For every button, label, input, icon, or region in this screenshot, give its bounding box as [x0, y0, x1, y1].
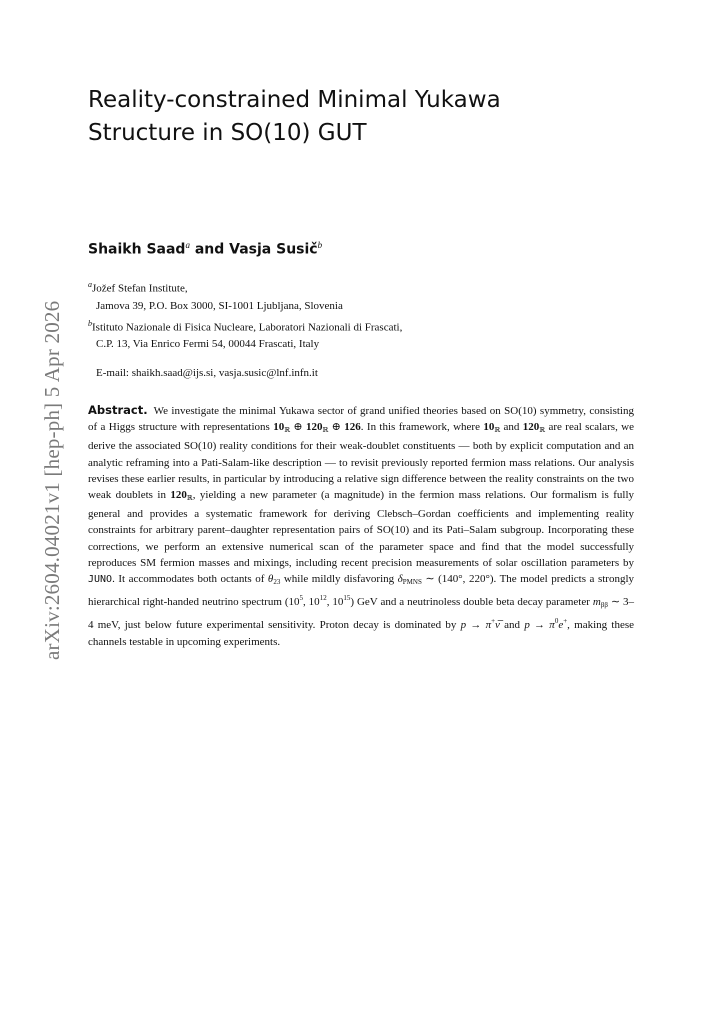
- experiment-name: JUNO: [88, 574, 113, 586]
- abstract-text: ∼ (140°, 220°). The model predicts a strongly hierarchical right-handed neutrino spectrum (10: [88, 573, 634, 609]
- affiliations: [88, 276, 648, 353]
- representation: 120: [170, 489, 187, 502]
- abstract-text: ) GeV and a neutrinoless double beta decay parameter: [350, 596, 593, 609]
- abstract-text: . In this framework, where: [360, 421, 484, 434]
- representation: 10: [273, 421, 285, 434]
- paper-title: [88, 84, 648, 150]
- affiliation-a-name: [88, 276, 648, 298]
- affiliation-name: Istituto Nazionale di Fisica Nucleare, Laboratori Nazionali di Frascati,: [92, 321, 403, 334]
- superscript: +: [563, 617, 568, 626]
- author-list: [88, 240, 322, 258]
- subscript: ℝ: [539, 426, 546, 435]
- abstract-text: while mildly disfavoring: [280, 573, 398, 586]
- abstract: [88, 402, 634, 650]
- subscript: ℝ: [494, 426, 501, 435]
- title-line-1: Reality-constrained Minimal Yukawa: [88, 87, 501, 113]
- abstract-text: , yielding a new parameter (a magnitude) in the fermion mass relations. Our formalism is fully general and provides a systematic framework for deriving Clebsch–Gordan coefficients and implementing reality constraints for arbitrary parent–daughter representation pairs of SO(10) and its Pati–Salam subgroup. Incorporating these corrections, we perform an extensive numerical scan of the parameter space and find that the model successfully reproduces SM fermion masses and mixings, including recent precision measurements of solar oscillation parameters by: [88, 489, 634, 569]
- abstract-text: , 10: [303, 596, 320, 609]
- abstract-text: . It accommodates both octants of: [112, 573, 268, 586]
- math-symbol: m: [592, 596, 601, 609]
- author-name: Vasja Susič: [229, 241, 318, 258]
- math-symbol: θ: [267, 573, 274, 586]
- author-conjunction: and: [189, 241, 230, 258]
- math-symbol: ν̅: [495, 619, 500, 632]
- affiliation-mark: a: [185, 240, 190, 250]
- affiliation-b-address: C.P. 13, Via Enrico Fermi 54, 00044 Frascati, Italy: [96, 338, 320, 351]
- operator: ⊕: [328, 421, 345, 434]
- abstract-text: We investigate the minimal Yukawa sector of grand unified theories based on SO(10) symmetry, consisting of a Higgs structure with representations: [88, 405, 634, 434]
- author-name: Shaikh Saad: [88, 241, 186, 258]
- affiliation-mark: b: [88, 318, 92, 328]
- representation: 120: [305, 421, 323, 434]
- superscript: 12: [319, 594, 327, 603]
- abstract-text: , 10: [326, 596, 344, 609]
- arxiv-identifier-text: arXiv:2604.04021v1 [hep-ph] 5 Apr 2026: [40, 300, 64, 660]
- email-line: E-mail: shaikh.saad@ijs.si, vasja.susic@lnf.infn.it: [96, 367, 318, 379]
- abstract-text: are real scalars, we derive the associated SO(10) reality conditions for their weak-doublet constituents — both by explicit computation and an analytic reframing into a Pati-Salam-like description — to revisit previously reported fermion mass relations. Our analysis revises these earlier results, in particular by introducing a relative sign difference between the reality constraints on the two weak doublets in: [88, 421, 635, 502]
- representation: 10: [483, 421, 495, 434]
- superscript: 0: [554, 617, 559, 626]
- subscript: 23: [273, 578, 281, 587]
- representation: 120: [522, 421, 540, 434]
- math-expression: p → π: [460, 619, 492, 632]
- affiliation-b-name: [88, 315, 648, 337]
- math-symbol: δ: [397, 573, 403, 586]
- subscript: ℝ: [284, 426, 291, 435]
- subscript: ℝ: [186, 494, 193, 503]
- math-symbol: e: [558, 619, 564, 632]
- superscript: 15: [343, 594, 351, 603]
- abstract-text: and: [499, 619, 525, 632]
- abstract-text: and: [500, 421, 523, 434]
- operator: ⊕: [290, 421, 306, 434]
- abstract-text: ∼ 3–4 meV, just below future experimental sensitivity. Proton decay is dominated by: [88, 596, 634, 632]
- abstract-heading: Abstract.: [88, 403, 148, 417]
- affiliation-a-address: Jamova 39, P.O. Box 3000, SI-1001 Ljubljana, Slovenia: [96, 299, 343, 312]
- affiliation-mark: a: [88, 280, 92, 289]
- representation: 126: [344, 421, 361, 434]
- subscript: PMNS: [402, 578, 422, 587]
- math-expression: p → π: [524, 619, 555, 632]
- affiliation-mark: b: [317, 240, 323, 250]
- title-line-2: Structure in SO(10) GUT: [88, 120, 367, 146]
- subscript: ββ: [600, 601, 608, 610]
- superscript: +: [491, 617, 496, 626]
- abstract-text: , making these channels testable in upcoming experiments.: [88, 619, 634, 648]
- superscript: 5: [299, 594, 303, 603]
- subscript: ℝ: [322, 426, 329, 435]
- affiliation-name: Jožef Stefan Institute,: [92, 282, 188, 295]
